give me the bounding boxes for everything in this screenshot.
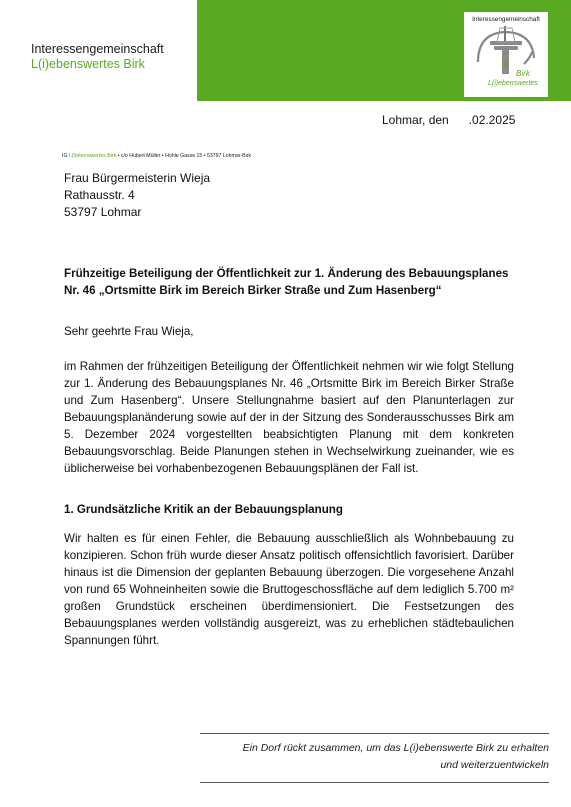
salutation: Sehr geehrte Frau Wieja, xyxy=(64,325,194,338)
sender-org: L(i)ebenswertes Birk xyxy=(68,153,117,159)
logo-birk-text: Birk xyxy=(516,69,530,78)
recipient-street: Rathausstr. 4 xyxy=(64,188,135,202)
footer-motto-line1: Ein Dorf rückt zusammen, um das L(i)ebenswerte Birk zu erhalten xyxy=(242,742,549,754)
footer-rule-bottom xyxy=(200,782,549,783)
paragraph-critique: Wir halten es für einen Fehler, die Bebauung ausschließlich als Wohnbebauung zu konzipieren. Schon früh wurde dieser Ansatz politisch offensichtlich favorisiert. Darüber hinaus ist die Dimension der geplanten Bebauung überzogen. Die vorgesehene Anzahl von rund 65 Wohneinheiten sowie die Bruttogeschossfläche auf dem lediglich 5.700 m² großen Grundstück erscheinen überdimensioniert. Die Festsetzungen des Bebauungsplanes werden vollständig ausgereizt, was zu erheblichen städtebaulichen Spannungen führt. xyxy=(64,532,514,647)
sender-return-address xyxy=(62,153,251,160)
sender-prefix: IG xyxy=(62,153,69,159)
footer-rule-top xyxy=(200,733,549,734)
footer-motto-line2: und weiterzuentwickeln xyxy=(440,759,549,771)
logo-top-text: Interessengemeinschaft xyxy=(472,16,540,23)
org-name-line1: Interessengemeinschaft xyxy=(31,42,164,56)
letter-subject: Frühzeitige Beteiligung der Öffentlichkeit zur 1. Änderung des Bebauungsplanes Nr. 46 „Ortsmitte Birk im Bereich Birker Straße und Zum Hasenberg“ xyxy=(64,267,509,297)
recipient-city: 53797 Lohmar xyxy=(64,205,142,219)
org-logo xyxy=(464,12,548,97)
paragraph-intro: im Rahmen der frühzeitigen Beteiligung der Öffentlichkeit nehmen wir wie folgt Stellung zur 1. Änderung des Bebauungsplanes Nr. 46 „Ortsmitte Birk im Bereich Birker Straße und Zum Hasenberg“. Unsere Stellungnahme basiert auf den Planunterlagen zur Bebauungsplanänderung sowie auf der in der Sitzung des Sonderausschusses Birk am 5. Dezember 2024 vorgestellten beabsichtigten Planung mit dem konkreten Bebauungsvorschlag. Beide Planungen stehen in Wechselwirkung zueinander, wie es üblicherweise bei vorhabenbezogenen Bebauungsplänen der Fall ist. xyxy=(64,360,514,475)
section-heading-1: 1. Grundsätzliche Kritik an der Bebauungsplanung xyxy=(64,503,343,516)
date-line: Lohmar, den .02.2025 xyxy=(382,113,516,127)
logo-sub-text: L(i)ebenswertes xyxy=(488,80,538,87)
recipient-name: Frau Bürgermeisterin Wieja xyxy=(64,171,211,185)
org-name-line2: L(i)ebenswertes Birk xyxy=(31,57,145,71)
sender-rest: • c/o Hubert Müller • Hohle Gasse 15 • 53797 Lohmar-Birk xyxy=(116,153,252,159)
